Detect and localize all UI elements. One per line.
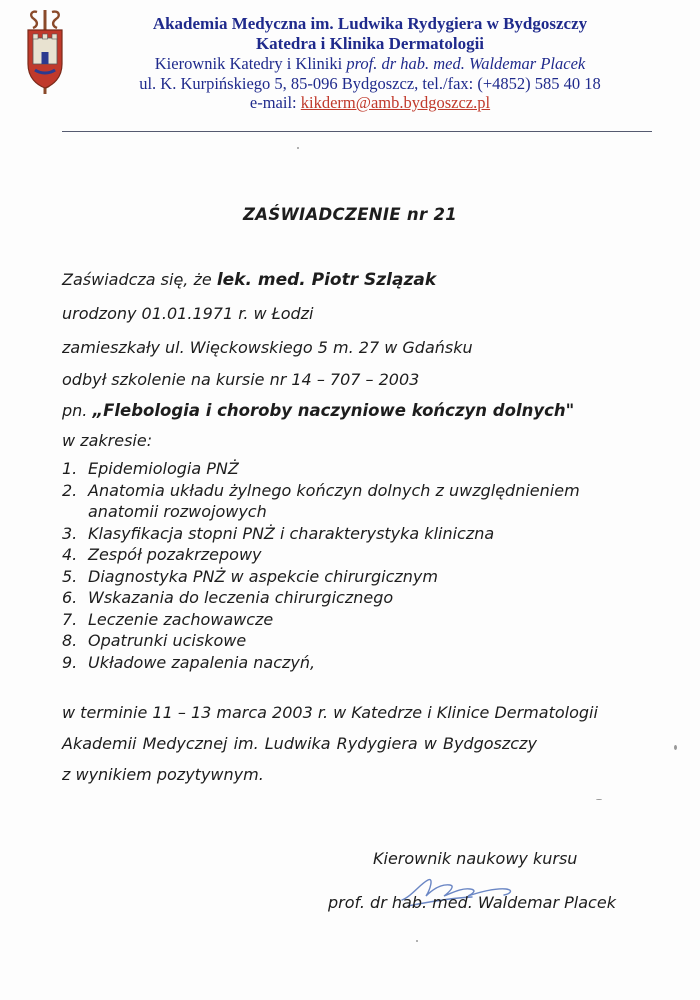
head-label: Kierownik Katedry i Kliniki xyxy=(154,54,343,74)
topic-number: 3. xyxy=(62,523,78,543)
topic-text: Anatomia układu żylnego kończyn dolnych z uwzględnieniem xyxy=(88,480,580,500)
course-name: „Flebologia i choroby naczyniowe kończyn dolnych" xyxy=(92,401,575,420)
topic-number: 5. xyxy=(62,566,78,586)
topic-number: 2. xyxy=(62,480,78,500)
topic-item xyxy=(62,458,580,480)
person-name: lek. med. Piotr Szlązak xyxy=(216,270,437,290)
department-name: Katedra i Klinika Dermatologii xyxy=(255,34,485,54)
email-link[interactable]: kikderm@amb.bydgoszcz.pl xyxy=(300,93,491,113)
postal-address: ul. K. Kurpińskiego 5, 85-096 Bydgoszcz, tel./fax: (+4852) 585 40 18 xyxy=(139,73,601,93)
topic-item xyxy=(62,523,580,545)
topic-item xyxy=(62,609,580,631)
scan-speck xyxy=(416,940,418,942)
topic-number: 1. xyxy=(62,459,78,478)
intro-line xyxy=(62,270,436,290)
result-line: z wynikiem pozytywnym. xyxy=(62,765,264,784)
signature-role: Kierownik naukowy kursu xyxy=(373,849,578,868)
topic-number: 8. xyxy=(62,631,78,650)
academy-line: Akademii Medycznej im. Ludwika Rydygiera w Bydgoszczy xyxy=(62,734,537,753)
scan-speck xyxy=(596,799,602,800)
topic-item xyxy=(62,480,580,523)
topic-text: Układowe zapalenia naczyń, xyxy=(88,652,316,672)
topic-text: Diagnostyka PNŻ w aspekcie chirurgicznym xyxy=(88,566,438,586)
intro-text: Zaświadcza się, że xyxy=(62,270,212,289)
topic-item xyxy=(62,566,580,588)
email-label: e-mail: xyxy=(249,93,297,113)
topic-item xyxy=(62,652,580,674)
training-line: odbył szkolenie na kursie nr 14 – 707 – 2003 xyxy=(62,370,420,389)
topic-text: Klasyfikacja stopni PNŻ i charakterystyka kliniczna xyxy=(88,523,495,543)
birth-line: urodzony 01.01.1971 r. w Łodzi xyxy=(62,304,314,323)
scan-speck xyxy=(297,147,299,149)
topic-list xyxy=(62,458,580,673)
topic-number: 6. xyxy=(62,588,78,607)
topic-text: Leczenie zachowawcze xyxy=(88,609,274,629)
topic-text: Opatrunki uciskowe xyxy=(88,631,247,650)
topic-item xyxy=(62,630,580,652)
topic-text-continued: anatomii rozwojowych xyxy=(88,502,267,521)
signatory-name: prof. dr hab. med. Waldemar Placek xyxy=(328,893,616,912)
topic-number: 7. xyxy=(62,609,78,629)
course-prefix: pn. xyxy=(62,401,88,420)
department-head xyxy=(70,54,670,73)
topic-text: Wskazania do leczenia chirurgicznego xyxy=(88,588,394,607)
city-crest-icon xyxy=(23,8,67,96)
topic-item xyxy=(62,544,580,566)
institution-name: Akademia Medyczna im. Ludwika Rydygiera w Bydgoszczy xyxy=(152,14,588,33)
topic-number: 4. xyxy=(62,545,78,564)
document-title: ZAŚWIADCZENIE nr 21 xyxy=(243,205,458,224)
course-line xyxy=(62,401,574,420)
topic-item xyxy=(62,587,580,609)
letterhead xyxy=(70,14,670,113)
topic-text: Epidemiologia PNŻ xyxy=(88,459,239,478)
topic-text: Zespół pozakrzepowy xyxy=(88,545,262,564)
scan-speck xyxy=(674,745,677,750)
topic-number: 9. xyxy=(62,652,78,672)
residence-line: zamieszkały ul. Więckowskiego 5 m. 27 w Gdańsku xyxy=(62,338,473,357)
letterhead-divider xyxy=(62,131,652,132)
date-line: w terminie 11 – 13 marca 2003 r. w Katedrze i Klinice Dermatologii xyxy=(62,703,598,722)
head-name: prof. dr hab. med. Waldemar Placek xyxy=(346,54,586,74)
email-line xyxy=(70,93,670,112)
scope-label: w zakresie: xyxy=(62,431,153,450)
